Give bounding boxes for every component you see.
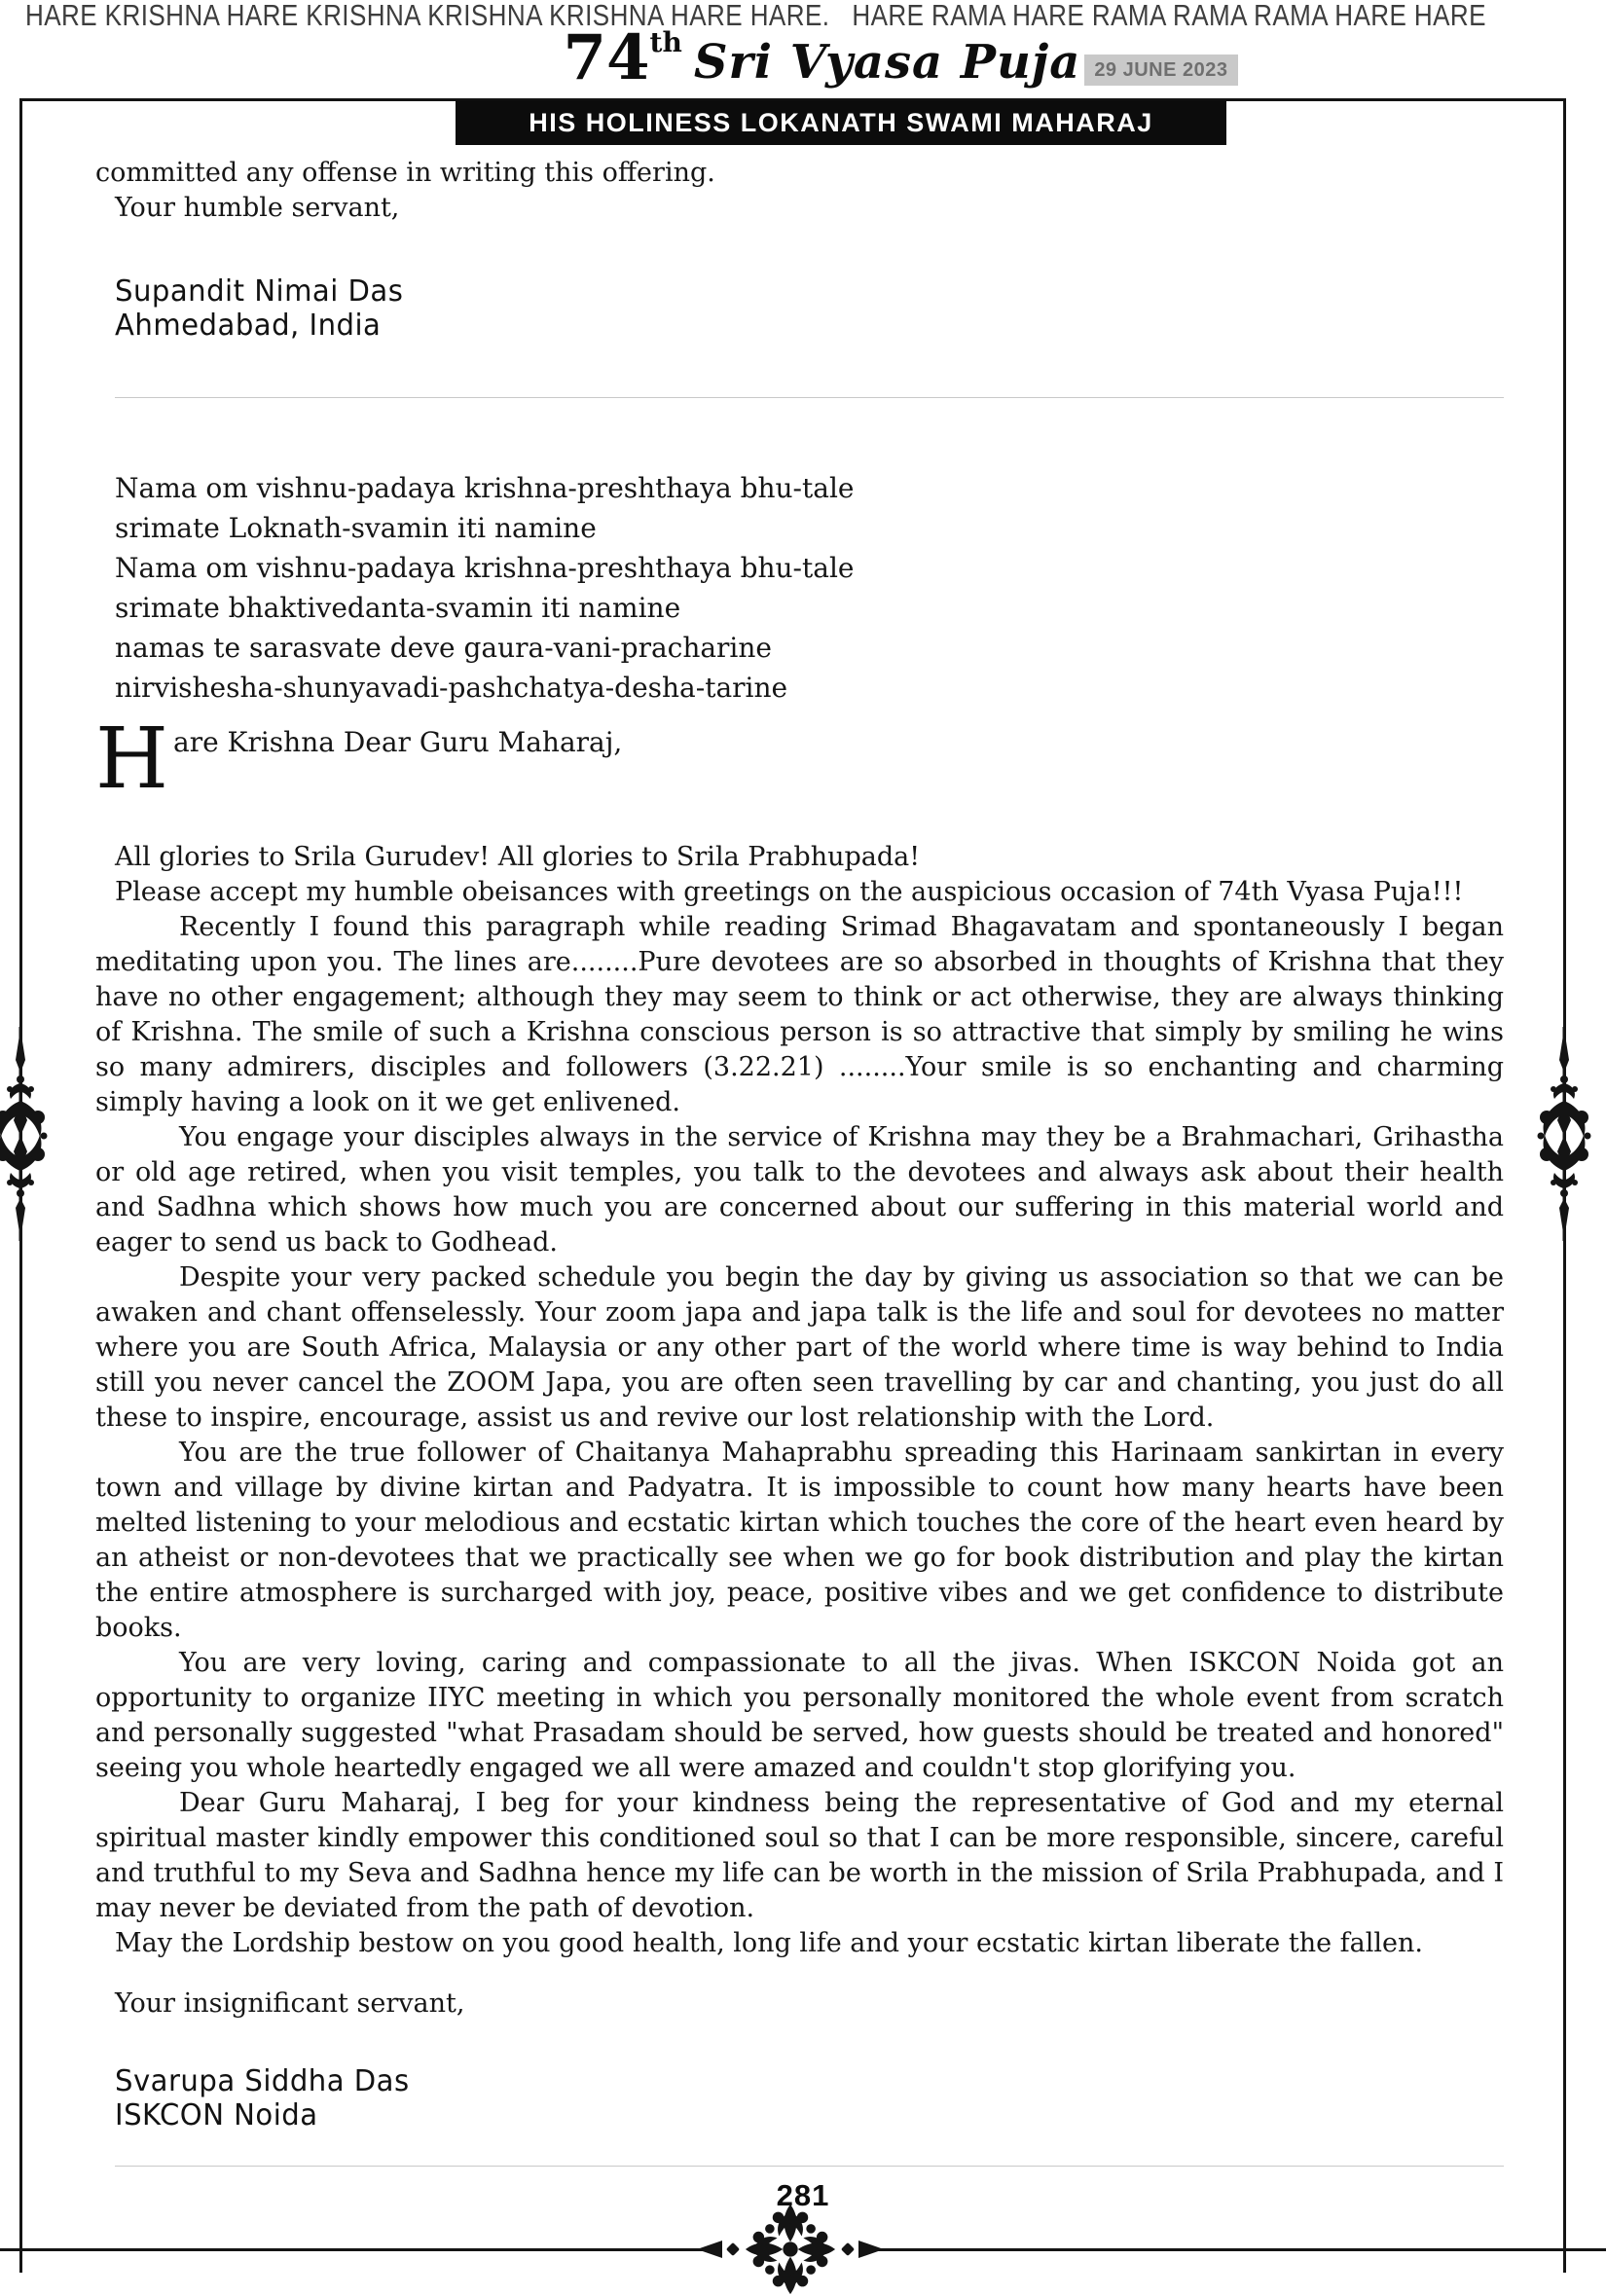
offering-paragraph: Please accept my humble obeisances with greetings on the auspicious occasion of 74th Vyasa Puja!!! <box>115 877 1464 907</box>
left-fleuron-ornament-icon <box>0 1027 48 1241</box>
previous-offering-closing-line: committed any offense in writing this offering. <box>95 158 715 188</box>
bottom-rule-right <box>872 2248 1606 2251</box>
floral-medallion-icon <box>744 2203 837 2296</box>
left-arrowhead-icon <box>697 2241 722 2258</box>
title-number: 74th <box>563 21 682 94</box>
previous-offering-signature <box>115 274 1462 343</box>
bottom-rule-left <box>0 2248 705 2251</box>
offering-paragraph: You engage your disciples always in the service of Krishna may they be a Brahmachari, Grihastha or old age retired, when you visit temples, you talk to the devotees and always ask about their health and Sadhna which shows how much you are concerned about our suffering in this material world and eager to send us back to Godhead. <box>95 1122 1504 1257</box>
dropcap-letter: H <box>95 711 168 808</box>
offering-paragraph: Despite your very packed schedule you begin the day by giving us association so that we can be awaken and chant offenselessly. Your zoom japa and japa talk is the life and soul for devotees no matter where you are South Africa, Malaysia or any other part of the world where time is way behind to India still you never cancel the ZOOM Japa, you are often seen travelling by car and chanting, you just do all these to inspire, encourage, assist us and revive our lost relationship with the Lord. <box>95 1262 1504 1433</box>
signature-name: Supandit Nimai Das <box>115 274 404 309</box>
verse-line: srimate bhaktivedanta-svamin iti namine <box>115 592 681 624</box>
signature-name: Svarupa Siddha Das <box>115 2064 410 2098</box>
title-ordinal: th <box>649 26 682 58</box>
offering-paragraph: You are the true follower of Chaitanya Mahaprabhu spreading this Harinaam sankirtan in every town and village by divine kirtan and Padyatra. It is impossible to count how many hearts have been melted listening to your melodious and ecstatic kirtan which touches the core of the heart even heard by an atheist or non-devotees that we practically see when we go for book distribution and play the kirtan the entire atmosphere is surcharged with joy, peace, positive vibes and we get confidence to distribute books. <box>95 1438 1504 1643</box>
right-pip-icon <box>841 2242 855 2256</box>
left-pip-icon <box>726 2242 740 2256</box>
bottom-ornament <box>697 2203 884 2296</box>
verse-line: Nama om vishnu-padaya krishna-preshthaya bhu-tale <box>115 472 855 504</box>
signature-place: Ahmedabad, India <box>115 309 382 343</box>
verse-line: Nama om vishnu-padaya krishna-preshthaya bhu-tale <box>115 552 855 584</box>
offering-paragraph: All glories to Srila Gurudev! All glories to Srila Prabhupada! <box>115 842 921 872</box>
verse-line: nirvishesha-shunyavadi-pashchatya-desha-tarine <box>115 672 788 704</box>
salutation <box>95 711 1504 808</box>
page-number: 281 <box>776 2178 830 2212</box>
letter-content <box>95 156 1504 2167</box>
verse-line: srimate Loknath-svamin iti namine <box>115 512 597 544</box>
offering-paragraph: You are very loving, caring and compassionate to all the jivas. When ISKCON Noida got an opportunity to organize IIYC meeting in which you personally monitored the whole event from scratch and personally suggested "what Prasadam should be served, how guests should be treated and honored" seeing you whole heartedly engaged we all were amazed and couldn't stop glorifying you. <box>95 1648 1504 1783</box>
offering-signature <box>115 2064 1462 2132</box>
invocation-verse <box>115 468 1504 708</box>
salutation-text: are Krishna Dear Guru Maharaj, <box>173 726 623 758</box>
section-divider <box>115 397 1504 398</box>
page-title <box>0 21 1606 94</box>
right-fleuron-ornament-icon <box>1537 1027 1591 1241</box>
title-name: Sri Vyasa Puja <box>693 35 1081 90</box>
verse-line: namas te sarasvate deve gaura-vani-pracharine <box>115 632 772 664</box>
section-divider <box>115 2166 1504 2167</box>
offering-paragraph: Recently I found this paragraph while reading Srimad Bhagavatam and spontaneously I began meditating upon you. The lines are........Pure devotees are so absorbed in thoughts of Krishna that they have no other engagement; although they may seem to think or act otherwise, they are always thinking of Krishna. The smile of such a Krishna conscious person is so attractive that simply by smiling he wins so many admirers, disciples and followers (3.22.21) ........Your smile is so enchanting and charming simply having a look on it we get enlivened. <box>95 912 1504 1117</box>
offering-paragraph: May the Lordship bestow on you good health, long life and your ecstatic kirtan liberate the fallen. <box>115 1928 1423 1958</box>
previous-offering-valediction: Your humble servant, <box>115 193 400 223</box>
offering-body <box>95 840 1504 1961</box>
right-arrowhead-icon <box>858 2241 884 2258</box>
signature-place: ISKCON Noida <box>115 2098 318 2132</box>
date-badge: 29 JUNE 2023 <box>1084 55 1237 86</box>
maha-mantra-header: HARE KRISHNA HARE KRISHNA KRISHNA KRISHNA HARE HARE. HARE RAMA HARE RAMA RAMA RAMA HARE HARE <box>25 0 1486 32</box>
offering-paragraph: Dear Guru Maharaj, I beg for your kindness being the representative of God and my eternal spiritual master kindly empower this conditioned soul so that I can be more responsible, sincere, careful and truthful to my Seva and Sadhna hence my life can be worth in the mission of Srila Prabhupada, and I may never be deviated from the path of devotion. <box>95 1788 1504 1923</box>
offering-valediction: Your insignificant servant, <box>115 1988 465 2019</box>
banner-title: HIS HOLINESS LOKANATH SWAMI MAHARAJ <box>456 100 1226 145</box>
